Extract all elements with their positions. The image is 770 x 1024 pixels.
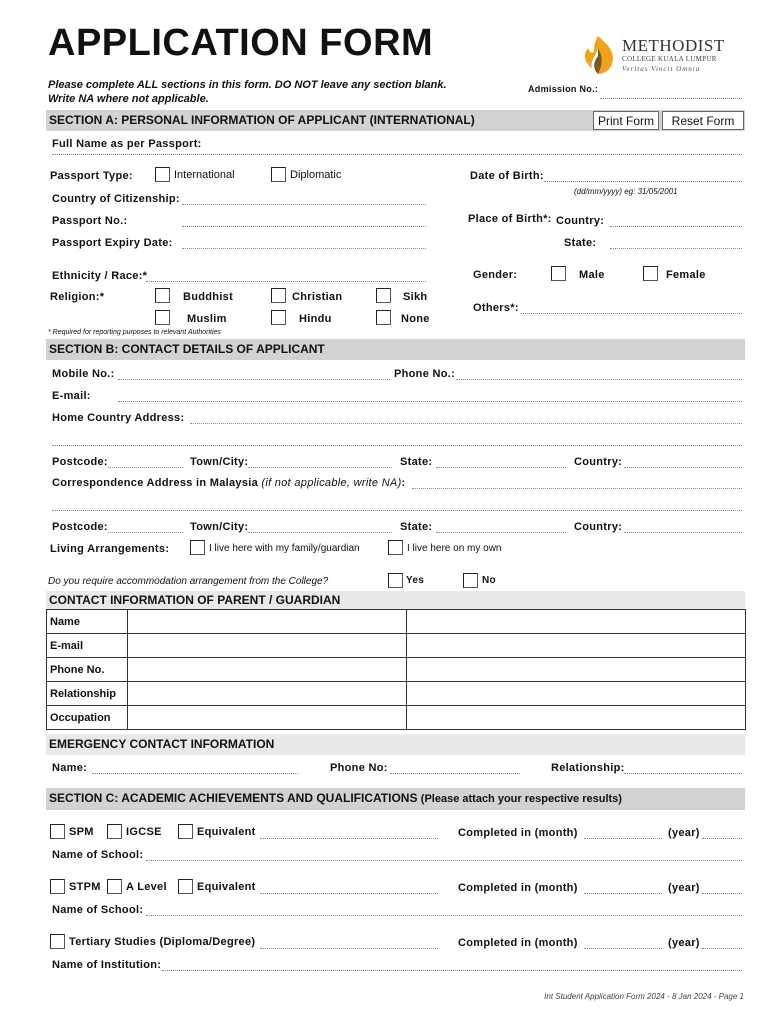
living-label: Living Arrangements: (50, 543, 170, 555)
section-c-header (46, 788, 745, 810)
equivalent-1-field[interactable] (260, 838, 438, 839)
school-2-label: Name of School: (52, 904, 144, 916)
table-row (47, 658, 746, 682)
home-state-label: State: (400, 456, 433, 468)
ethnicity-field[interactable] (146, 281, 426, 282)
dob-label: Date of Birth: (470, 170, 544, 182)
completed-year-1-label: (year) (668, 827, 700, 839)
guardian-phone-label: Phone No. (47, 658, 128, 682)
muslim-checkbox[interactable] (155, 310, 170, 325)
male-label: Male (579, 269, 605, 281)
completed-year-3-label: (year) (668, 937, 700, 949)
completed-year-3-field[interactable] (702, 948, 742, 949)
dob-field[interactable] (544, 181, 742, 182)
completed-month-2-field[interactable] (584, 893, 662, 894)
guardian-occupation-cell-2[interactable] (407, 706, 746, 730)
home-address-field-2[interactable] (52, 445, 742, 446)
emergency-header (46, 734, 745, 755)
others-label: Others*: (473, 302, 519, 314)
citizenship-label: Country of Citizenship: (52, 193, 180, 205)
home-town-field[interactable] (248, 467, 392, 468)
email-field[interactable] (118, 401, 742, 402)
table-row (47, 610, 746, 634)
live-own-label: I live here on my own (407, 543, 502, 554)
home-postcode-label: Postcode: (52, 456, 108, 468)
home-state-field[interactable] (436, 467, 566, 468)
college-logo (576, 34, 746, 76)
full-name-label: Full Name as per Passport: (52, 138, 202, 150)
guardian-email-cell-2[interactable] (407, 634, 746, 658)
religion-label: Religion:* (50, 291, 105, 303)
institution-field[interactable] (162, 970, 742, 971)
diplomatic-label: Diplomatic (290, 169, 342, 181)
footnote: * Required for reporting purposes to relevant Authorities (48, 329, 221, 336)
guardian-email-cell-1[interactable] (128, 634, 407, 658)
live-own-checkbox[interactable] (388, 540, 403, 555)
school-1-field[interactable] (146, 860, 742, 861)
accommodation-no-checkbox[interactable] (463, 573, 478, 588)
guardian-table (46, 609, 746, 730)
home-town-label: Town/City: (190, 456, 249, 468)
full-name-field[interactable] (52, 154, 742, 155)
completed-month-1-label: Completed in (month) (458, 827, 578, 839)
completed-month-1-field[interactable] (584, 838, 662, 839)
corr-address-text: Correspondence Address in Malaysia (52, 477, 259, 489)
igcse-label: IGCSE (126, 826, 162, 838)
section-b-header (46, 339, 745, 360)
citizenship-field[interactable] (182, 204, 426, 205)
pob-state-label: State: (564, 237, 597, 249)
stpm-label: STPM (69, 881, 101, 893)
alevel-label: A Level (126, 881, 167, 893)
table-row (47, 706, 746, 730)
passport-expiry-label: Passport Expiry Date: (52, 237, 173, 249)
corr-town-label: Town/City: (190, 521, 249, 533)
dob-hint: (dd/mm/yyyy) eg: 31/05/2001 (574, 187, 678, 196)
emergency-title: EMERGENCY CONTACT INFORMATION (49, 737, 275, 751)
live-family-label: I live here with my family/guardian (209, 543, 360, 554)
diplomatic-checkbox[interactable] (271, 167, 286, 182)
school-1-label: Name of School: (52, 849, 144, 861)
corr-country-field[interactable] (624, 532, 742, 533)
corr-country-label: Country: (574, 521, 623, 533)
passport-no-field[interactable] (182, 226, 426, 227)
guardian-occupation-cell-1[interactable] (128, 706, 407, 730)
page-footer: Int Student Application Form 2024 - 8 Jan 2024 - Page 1 (544, 992, 744, 1001)
section-a-title: SECTION A: PERSONAL INFORMATION OF APPLICANT (INTERNATIONAL) (49, 113, 475, 127)
others-field[interactable] (521, 313, 742, 314)
emergency-relationship-field[interactable] (624, 773, 742, 774)
guardian-name-cell-1[interactable] (128, 610, 407, 634)
corr-state-field[interactable] (436, 532, 566, 533)
guardian-relationship-label: Relationship (47, 682, 128, 706)
section-b-title: SECTION B: CONTACT DETAILS OF APPLICANT (49, 342, 325, 356)
section-c-note: (Please attach your respective results) (420, 793, 622, 805)
passport-type-label: Passport Type: (50, 170, 133, 182)
logo-name: METHODIST (622, 36, 725, 55)
hindu-checkbox[interactable] (271, 310, 286, 325)
sikh-label: Sikh (403, 291, 428, 303)
sikh-checkbox[interactable] (376, 288, 391, 303)
home-country-label: Country: (574, 456, 623, 468)
ethnicity-label: Ethnicity / Race:* (52, 270, 148, 282)
instruction-line-1: Please complete ALL sections in this form. DO NOT leave any section blank. (48, 79, 447, 91)
corr-postcode-field[interactable] (108, 532, 183, 533)
admission-no-field[interactable] (600, 98, 742, 99)
equivalent-2-label: Equivalent (197, 881, 256, 893)
emergency-relationship-label: Relationship: (551, 762, 625, 774)
spm-label: SPM (69, 826, 94, 838)
home-address-label: Home Country Address: (52, 412, 185, 424)
accommodation-no-label: No (482, 575, 496, 586)
none-checkbox[interactable] (376, 310, 391, 325)
admission-no-label: Admission No.: (528, 84, 599, 94)
corr-address-field-1[interactable] (412, 488, 742, 489)
female-checkbox[interactable] (643, 266, 658, 281)
guardian-name-cell-2[interactable] (407, 610, 746, 634)
completed-year-2-label: (year) (668, 882, 700, 894)
guardian-occupation-label: Occupation (47, 706, 128, 730)
institution-label: Name of Institution: (52, 959, 162, 971)
equivalent-1-label: Equivalent (197, 826, 256, 838)
guardian-title: CONTACT INFORMATION OF PARENT / GUARDIAN (49, 593, 341, 607)
print-form-button[interactable]: Print Form (593, 111, 659, 130)
tertiary-label: Tertiary Studies (Diploma/Degree) (69, 936, 256, 948)
guardian-name-label: Name (47, 610, 128, 634)
christian-label: Christian (292, 291, 343, 303)
accommodation-yes-checkbox[interactable] (388, 573, 403, 588)
email-label: E-mail: (52, 390, 91, 402)
accommodation-yes-label: Yes (406, 575, 425, 586)
pob-country-field[interactable] (610, 226, 742, 227)
buddhist-checkbox[interactable] (155, 288, 170, 303)
passport-expiry-field[interactable] (182, 248, 426, 249)
pob-state-field[interactable] (610, 248, 742, 249)
guardian-email-label: E-mail (47, 634, 128, 658)
stpm-checkbox[interactable] (50, 879, 65, 894)
mobile-field[interactable] (118, 379, 390, 380)
mobile-label: Mobile No.: (52, 368, 115, 380)
guardian-relationship-cell-2[interactable] (407, 682, 746, 706)
corr-town-field[interactable] (248, 532, 392, 533)
table-row (47, 634, 746, 658)
home-postcode-field[interactable] (108, 467, 183, 468)
logo-subtitle: COLLEGE KUALA LUMPUR (622, 55, 717, 63)
emergency-name-label: Name: (52, 762, 88, 774)
completed-year-2-field[interactable] (702, 893, 742, 894)
completed-month-2-label: Completed in (month) (458, 882, 578, 894)
logo-motto: Veritas Vincit Omnia (622, 65, 701, 73)
guardian-phone-cell-1[interactable] (128, 658, 407, 682)
equivalent-1-checkbox[interactable] (178, 824, 193, 839)
corr-address-colon: : (401, 477, 406, 489)
corr-state-label: State: (400, 521, 433, 533)
international-label: International (174, 169, 235, 181)
equivalent-2-field[interactable] (260, 893, 438, 894)
none-label: None (401, 313, 430, 325)
section-c-title: SECTION C: ACADEMIC ACHIEVEMENTS AND QUALIFICATIONS (49, 791, 418, 805)
guardian-relationship-cell-1[interactable] (128, 682, 407, 706)
flame-logo-icon (576, 34, 620, 76)
spm-checkbox[interactable] (50, 824, 65, 839)
hindu-label: Hindu (299, 313, 332, 325)
guardian-phone-cell-2[interactable] (407, 658, 746, 682)
table-row (47, 682, 746, 706)
phone-label: Phone No.: (394, 368, 456, 380)
male-checkbox[interactable] (551, 266, 566, 281)
pob-country-label: Country: (556, 215, 605, 227)
alevel-checkbox[interactable] (107, 879, 122, 894)
tertiary-field[interactable] (260, 948, 438, 949)
completed-year-1-field[interactable] (702, 838, 742, 839)
corr-address-field-2[interactable] (52, 510, 742, 511)
live-family-checkbox[interactable] (190, 540, 205, 555)
home-address-field-1[interactable] (190, 423, 742, 424)
phone-field[interactable] (456, 379, 742, 380)
place-of-birth-label: Place of Birth*: (468, 213, 552, 225)
reset-form-button[interactable]: Reset Form (662, 111, 744, 130)
muslim-label: Muslim (187, 313, 227, 325)
page-title: APPLICATION FORM (48, 22, 434, 64)
home-country-field[interactable] (624, 467, 742, 468)
corr-address-label (52, 477, 406, 489)
buddhist-label: Buddhist (183, 291, 234, 303)
instructions (48, 78, 447, 106)
tertiary-checkbox[interactable] (50, 934, 65, 949)
corr-postcode-label: Postcode: (52, 521, 108, 533)
school-2-field[interactable] (146, 915, 742, 916)
emergency-name-field[interactable] (92, 773, 298, 774)
corr-address-note: (if not applicable, write NA) (261, 477, 402, 489)
completed-month-3-label: Completed in (month) (458, 937, 578, 949)
completed-month-3-field[interactable] (584, 948, 662, 949)
international-checkbox[interactable] (155, 167, 170, 182)
emergency-phone-field[interactable] (390, 773, 520, 774)
emergency-phone-label: Phone No: (330, 762, 388, 774)
accommodation-question: Do you require accommodation arrangement from the College? (48, 576, 329, 587)
passport-no-label: Passport No.: (52, 215, 128, 227)
christian-checkbox[interactable] (271, 288, 286, 303)
guardian-header (46, 591, 745, 609)
gender-label: Gender: (473, 269, 518, 281)
equivalent-2-checkbox[interactable] (178, 879, 193, 894)
female-label: Female (666, 269, 706, 281)
instruction-line-2: Write NA where not applicable. (48, 93, 209, 105)
igcse-checkbox[interactable] (107, 824, 122, 839)
